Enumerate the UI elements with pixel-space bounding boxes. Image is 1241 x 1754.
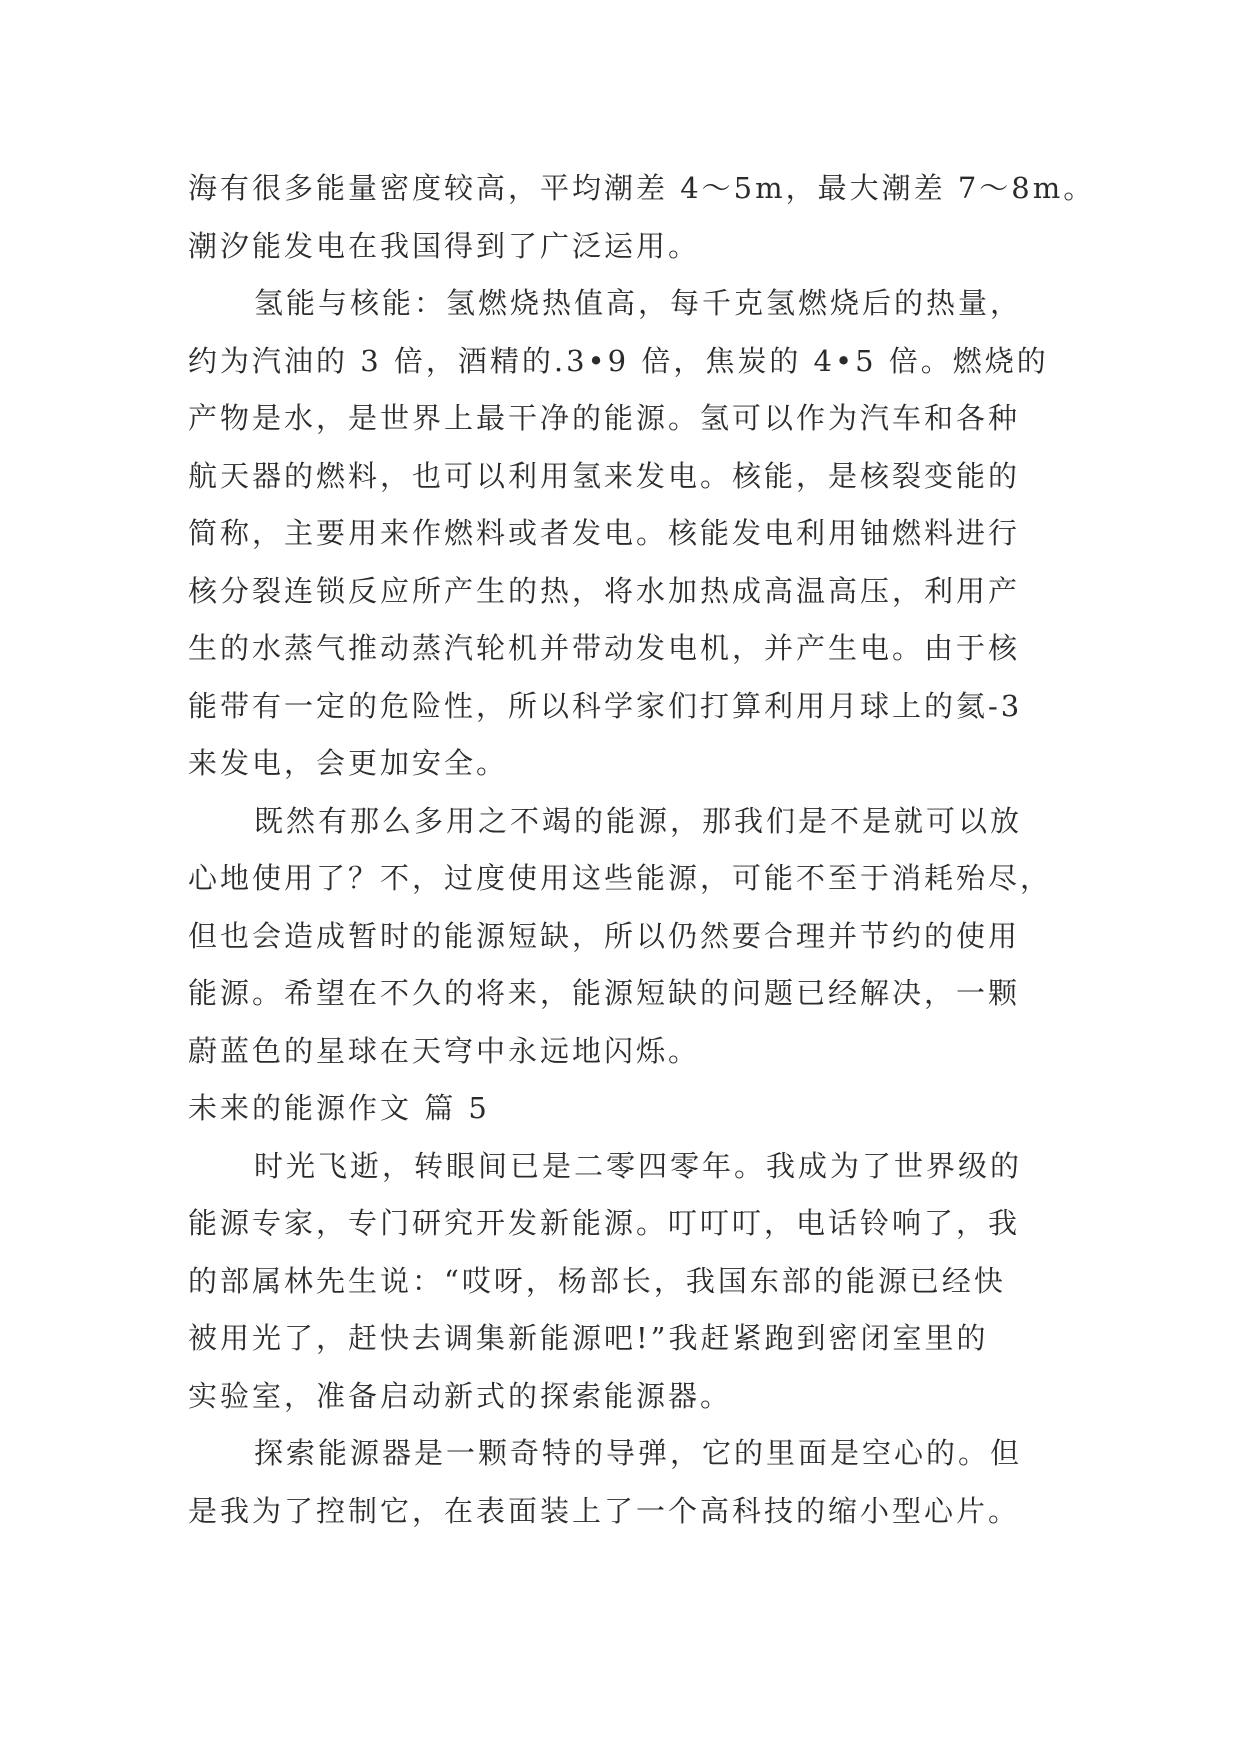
text-line: 实验室，准备启动新式的探索能源器。	[188, 1378, 733, 1413]
text-line: 蔚蓝色的星球在天穹中永远地闪烁。	[188, 1033, 701, 1068]
text-line: 生的水蒸气推动蒸汽轮机并带动发电机，并产生电。由于核	[188, 631, 1021, 665]
essay-5-paragraph-1	[188, 1138, 1068, 1426]
text-line: 海有很多能量密度较高，平均潮差 4～5m，最大潮差 7～8m。	[188, 171, 1096, 205]
text-line: 但也会造成暂时的能源短缺，所以仍然要合理并节约的使用	[188, 918, 1021, 953]
text-line: 的部属林先生说：“哎呀，杨部长，我国东部的能源已经快	[188, 1263, 1006, 1298]
document-body	[188, 160, 1096, 1540]
text-line: 既然有那么多用之不竭的能源，那我们是不是就可以放	[254, 803, 1023, 838]
text-line: 氢能与核能：氢燃烧热值高，每千克氢燃烧后的热量，	[254, 286, 1023, 320]
text-line: 能源专家，专门研究开发新能源。叮叮叮，电话铃响了，我	[188, 1206, 1021, 1240]
text-line: 心地使用了？不，过度使用这些能源，可能不至于消耗殆尽，	[188, 861, 1053, 895]
hydrogen-nuclear-paragraph	[188, 275, 1068, 793]
essay-5-heading	[188, 1080, 1068, 1138]
text-line: 约为汽油的 3 倍，酒精的.3•9 倍，焦炭的 4•5 倍。燃烧的	[188, 343, 1049, 378]
text-line: 时光飞逝，转眼间已是二零四零年。我成为了世界级的	[254, 1148, 1023, 1183]
text-line: 探索能源器是一颗奇特的导弹，它的里面是空心的。但	[254, 1436, 1023, 1470]
text-line: 是我为了控制它，在表面装上了一个高科技的缩小型心片。	[188, 1493, 1021, 1528]
text-line: 潮汐能发电在我国得到了广泛运用。	[188, 228, 701, 263]
text-line: 来发电，会更加安全。	[188, 746, 509, 780]
text-line: 能带有一定的危险性，所以科学家们打算利用月球上的氦-3	[188, 688, 1023, 723]
essay-5-paragraph-2	[188, 1425, 1068, 1540]
text-line: 航天器的燃料，也可以利用氢来发电。核能，是核裂变能的	[188, 458, 1021, 493]
text-line: 核分裂连锁反应所产生的热，将水加热成高温高压，利用产	[188, 573, 1021, 608]
tidal-energy-paragraph-end	[188, 160, 1096, 275]
text-line: 被用光了，赶快去调集新能源吧!”我赶紧跑到密闭室里的	[188, 1321, 989, 1355]
text-line: 产物是水，是世界上最干净的能源。氢可以作为汽车和各种	[188, 401, 1021, 435]
text-line: 未来的能源作文 篇 5	[188, 1091, 490, 1125]
text-line: 简称，主要用来作燃料或者发电。核能发电利用铀燃料进行	[188, 516, 1021, 550]
conservation-paragraph	[188, 793, 1068, 1081]
text-line: 能源。希望在不久的将来，能源短缺的问题已经解决，一颗	[188, 976, 1021, 1010]
